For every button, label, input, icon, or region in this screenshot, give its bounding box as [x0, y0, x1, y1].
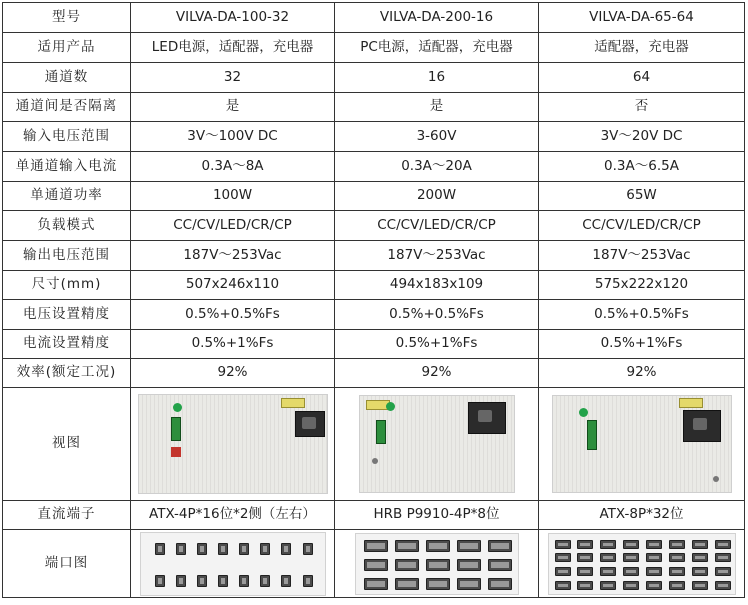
connector-port: [457, 578, 481, 590]
table-cell: 是: [131, 93, 335, 122]
table-cell: 0.5%+0.5%Fs: [335, 300, 539, 330]
table-cell: 507x246x110: [131, 271, 335, 300]
row-label: 尺寸(mm): [3, 271, 131, 300]
product-photo-3: [552, 395, 732, 493]
row-label: 输出电压范围: [3, 241, 131, 271]
connector-port: [669, 553, 685, 562]
table-cell: CC/CV/LED/CR/CP: [539, 211, 745, 241]
port-photo-3: [548, 533, 736, 595]
connector-port: [577, 540, 593, 549]
cell-model-2: VILVA-DA-200-16: [335, 3, 539, 33]
screw-icon: [713, 476, 719, 482]
row-label: 单通道功率: [3, 182, 131, 211]
table-row: [3, 63, 745, 93]
connector-port: [555, 567, 571, 576]
row-label: 单通道输入电流: [3, 152, 131, 182]
power-socket-icon: [295, 411, 325, 437]
connector-port: [692, 553, 708, 562]
table-cell: 575x222x120: [539, 271, 745, 300]
row-label: 效率(额定工况): [3, 359, 131, 388]
table-cell: 200W: [335, 182, 539, 211]
table-cell: 16: [335, 63, 539, 93]
connector-port: [303, 575, 313, 587]
table-cell: LED电源，适配器，充电器: [131, 33, 335, 63]
connector-port: [692, 581, 708, 590]
table-cell: 100W: [131, 182, 335, 211]
connector-port: [176, 543, 186, 555]
power-socket-icon: [683, 410, 721, 442]
connector-port: [488, 559, 512, 571]
table-row: [3, 271, 745, 300]
row-label: 电流设置精度: [3, 330, 131, 359]
cell-model-1: VILVA-DA-100-32: [131, 3, 335, 33]
connector-port: [555, 581, 571, 590]
table-cell: 0.5%+1%Fs: [335, 330, 539, 359]
connector-port: [260, 543, 270, 555]
connector-port: [488, 578, 512, 590]
connector-port: [155, 543, 165, 555]
table-row: [3, 359, 745, 388]
product-photo-2: [359, 395, 515, 493]
connector-port: [260, 575, 270, 587]
table-cell: 3V～100V DC: [131, 122, 335, 152]
table-cell: ATX-8P*32位: [539, 501, 745, 530]
table-cell: 0.3A～6.5A: [539, 152, 745, 182]
row-label: 通道数: [3, 63, 131, 93]
connector-port: [600, 567, 616, 576]
row-label: 负载模式: [3, 211, 131, 241]
connector-port: [176, 575, 186, 587]
connector-port: [457, 540, 481, 552]
connector-port: [600, 553, 616, 562]
connector-port: [218, 543, 228, 555]
table-cell: 0.5%+0.5%Fs: [539, 300, 745, 330]
table-cell: 92%: [335, 359, 539, 388]
table-row: [3, 300, 745, 330]
connector-port: [426, 559, 450, 571]
connector-port: [239, 575, 249, 587]
table-row-view: [3, 388, 745, 501]
table-cell: 92%: [131, 359, 335, 388]
connector-port: [364, 540, 388, 552]
table-row: [3, 93, 745, 122]
connector-port: [715, 567, 731, 576]
port-cell-2: [335, 530, 539, 598]
table-row-ports: [3, 530, 745, 598]
table-cell: 494x183x109: [335, 271, 539, 300]
row-label-ports: 端口图: [3, 530, 131, 598]
table-cell: 65W: [539, 182, 745, 211]
table-row: [3, 182, 745, 211]
table-cell: 0.5%+0.5%Fs: [131, 300, 335, 330]
table-row: [3, 122, 745, 152]
connector-port: [281, 543, 291, 555]
connector-port: [426, 540, 450, 552]
connector-port: [715, 581, 731, 590]
connector-port: [281, 575, 291, 587]
connector-port: [155, 575, 165, 587]
port-cell-1: [131, 530, 335, 598]
connector-port: [623, 581, 639, 590]
table-cell: 32: [131, 63, 335, 93]
indicator-icon: [386, 402, 395, 411]
table-cell: PC电源，适配器，充电器: [335, 33, 539, 63]
port-photo-1: [140, 532, 326, 596]
connector-port: [395, 559, 419, 571]
row-label-view: 视图: [3, 388, 131, 501]
row-label: 型号: [3, 3, 131, 33]
table-cell: CC/CV/LED/CR/CP: [131, 211, 335, 241]
connector-port: [426, 578, 450, 590]
connector-port: [303, 543, 313, 555]
table-row: [3, 211, 745, 241]
switch-icon: [171, 447, 181, 457]
connector-port: [218, 575, 228, 587]
table-cell: 0.5%+1%Fs: [131, 330, 335, 359]
connector-port: [623, 553, 639, 562]
terminal-block: [587, 420, 597, 450]
power-socket-icon: [468, 402, 506, 434]
table-cell: 0.3A～8A: [131, 152, 335, 182]
table-cell: ATX-4P*16位*2侧（左右）: [131, 501, 335, 530]
connector-port: [623, 540, 639, 549]
connector-port: [577, 581, 593, 590]
table-row: [3, 241, 745, 271]
connector-port: [623, 567, 639, 576]
connector-port: [600, 581, 616, 590]
row-label: 通道间是否隔离: [3, 93, 131, 122]
connector-port: [692, 540, 708, 549]
connector-port: [457, 559, 481, 571]
view-cell-1: [131, 388, 335, 501]
indicator-icon: [579, 408, 588, 417]
connector-port: [555, 553, 571, 562]
connector-port: [646, 540, 662, 549]
cell-model-3: VILVA-DA-65-64: [539, 3, 745, 33]
connector-port: [646, 581, 662, 590]
indicator-icon: [173, 403, 182, 412]
label-sticker: [679, 398, 703, 408]
table-cell: 是: [335, 93, 539, 122]
connector-port: [488, 540, 512, 552]
table-cell: 187V～253Vac: [335, 241, 539, 271]
table-row: [3, 330, 745, 359]
connector-port: [239, 543, 249, 555]
connector-port: [577, 567, 593, 576]
row-label: 输入电压范围: [3, 122, 131, 152]
connector-port: [395, 578, 419, 590]
connector-port: [197, 543, 207, 555]
table-cell: CC/CV/LED/CR/CP: [335, 211, 539, 241]
view-cell-2: [335, 388, 539, 501]
table-cell: HRB P9910-4P*8位: [335, 501, 539, 530]
connector-port: [692, 567, 708, 576]
table-cell: 3-60V: [335, 122, 539, 152]
connector-port: [646, 567, 662, 576]
row-label: 直流端子: [3, 501, 131, 530]
product-photo-1: [138, 394, 328, 494]
table-row: [3, 3, 745, 33]
table-cell: 187V～253Vac: [539, 241, 745, 271]
connector-port: [364, 559, 388, 571]
table-cell: 0.3A～20A: [335, 152, 539, 182]
terminal-block: [376, 420, 386, 444]
connector-port: [197, 575, 207, 587]
table-row: [3, 152, 745, 182]
spec-table: [2, 2, 745, 598]
table-cell: 92%: [539, 359, 745, 388]
table-cell: 187V～253Vac: [131, 241, 335, 271]
row-label: 电压设置精度: [3, 300, 131, 330]
connector-port: [364, 578, 388, 590]
table-cell: 0.5%+1%Fs: [539, 330, 745, 359]
table-cell: 3V～20V DC: [539, 122, 745, 152]
table-cell: 64: [539, 63, 745, 93]
port-photo-2: [355, 533, 519, 595]
table-row: [3, 501, 745, 530]
connector-port: [669, 540, 685, 549]
connector-port: [600, 540, 616, 549]
terminal-block: [171, 417, 181, 441]
label-sticker: [281, 398, 305, 408]
table-cell: 否: [539, 93, 745, 122]
table-row: [3, 33, 745, 63]
table-cell: 适配器，充电器: [539, 33, 745, 63]
connector-port: [715, 553, 731, 562]
connector-port: [555, 540, 571, 549]
connector-port: [715, 540, 731, 549]
connector-port: [669, 567, 685, 576]
view-cell-3: [539, 388, 745, 501]
connector-port: [646, 553, 662, 562]
connector-port: [395, 540, 419, 552]
screw-icon: [372, 458, 378, 464]
connector-port: [669, 581, 685, 590]
row-label: 适用产品: [3, 33, 131, 63]
port-cell-3: [539, 530, 745, 598]
connector-port: [577, 553, 593, 562]
